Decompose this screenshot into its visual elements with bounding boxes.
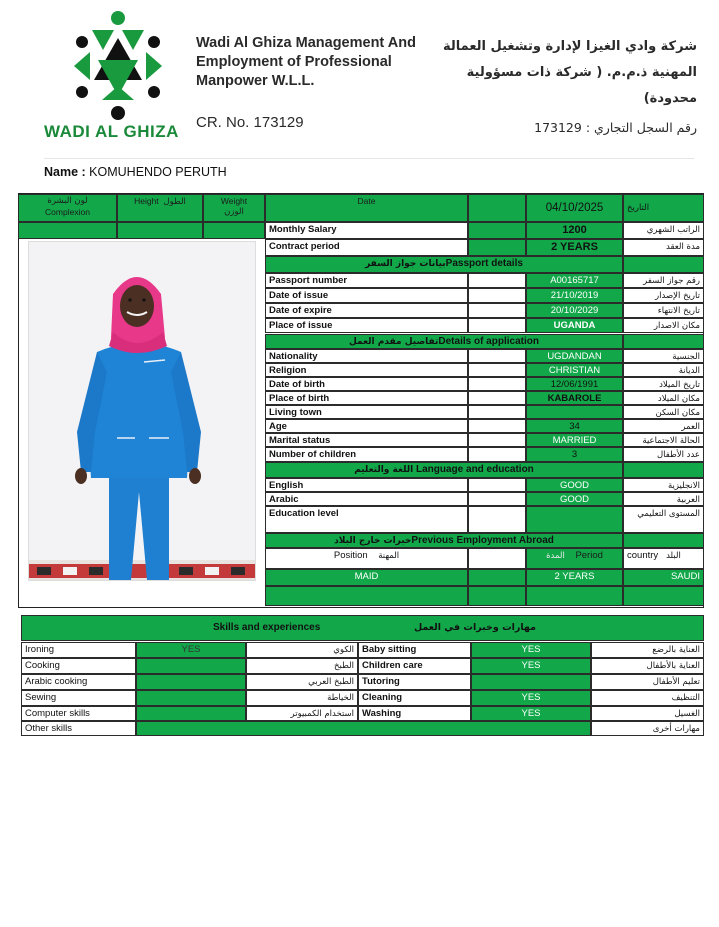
issue-place-ar: مكان الاصدار bbox=[623, 318, 704, 333]
date-value: 04/10/2025 bbox=[526, 194, 623, 222]
birth-place-spacer bbox=[468, 391, 526, 405]
skill-cooking-label: Cooking bbox=[21, 658, 136, 674]
birth-date-label: Date of birth bbox=[265, 377, 468, 391]
rug-pattern bbox=[29, 564, 256, 578]
complexion-en: Complexion bbox=[45, 207, 90, 217]
living-town-spacer bbox=[468, 405, 526, 419]
children-ar: عدد الأطفال bbox=[623, 447, 704, 462]
previous-section-header bbox=[265, 533, 623, 548]
issue-place-spacer bbox=[468, 318, 526, 333]
birth-place-ar: مكان الميلاد bbox=[623, 391, 704, 405]
arabic-spacer bbox=[468, 492, 526, 506]
children-label: Number of children bbox=[265, 447, 468, 462]
skill-children-care-value: YES bbox=[471, 658, 591, 674]
passport-number-label: Passport number bbox=[265, 273, 468, 288]
country-ar: البلد bbox=[666, 551, 681, 561]
birth-date-ar: تاريخ الميلاد bbox=[623, 377, 704, 391]
skill-baby-sitting-value: YES bbox=[471, 642, 591, 658]
english-value: GOOD bbox=[526, 478, 623, 492]
nationality-spacer bbox=[468, 349, 526, 363]
birth-date-spacer bbox=[468, 377, 526, 391]
position-label: Position bbox=[333, 550, 368, 561]
other-skills-ar: مهارات أخرى bbox=[591, 721, 704, 736]
application-section-header bbox=[265, 334, 623, 349]
issue-date-ar: تاريخ الإصدار bbox=[623, 288, 704, 303]
nationality-label: Nationality bbox=[265, 349, 468, 363]
arabic-value: GOOD bbox=[526, 492, 623, 506]
religion-label: Religion bbox=[265, 363, 468, 377]
children-spacer bbox=[468, 447, 526, 462]
skill-arabic-cooking-label: Arabic cooking bbox=[21, 674, 136, 690]
expire-date-ar: تاريخ الانتهاء bbox=[623, 303, 704, 318]
skill-ironing-value: YES bbox=[136, 642, 246, 658]
issue-place-value: UGANDA bbox=[526, 318, 623, 333]
expire-date-label: Date of expire bbox=[265, 303, 468, 318]
skill-cleaning-ar: التنظيف bbox=[591, 690, 704, 706]
skill-sewing-ar: الخياطة bbox=[246, 690, 358, 706]
arabic-label: Arabic bbox=[265, 492, 468, 506]
skill-sewing-label: Sewing bbox=[21, 690, 136, 706]
age-value: 34 bbox=[526, 419, 623, 433]
marital-status-ar: الحالة الاجتماعية bbox=[623, 433, 704, 447]
religion-spacer bbox=[468, 363, 526, 377]
age-label: Age bbox=[265, 419, 468, 433]
period-value: 2 YEARS bbox=[526, 569, 623, 586]
issue-date-spacer bbox=[468, 288, 526, 303]
birth-place-value: KABAROLE bbox=[526, 391, 623, 405]
english-label: English bbox=[265, 478, 468, 492]
previous-section-end bbox=[623, 533, 704, 548]
company-logo-icon bbox=[68, 8, 168, 124]
weight-ar: الوزن bbox=[224, 207, 244, 217]
position-header bbox=[265, 548, 468, 569]
skill-computer-value bbox=[136, 706, 246, 721]
previous-empty-2 bbox=[468, 586, 526, 606]
issue-date-label: Date of issue bbox=[265, 288, 468, 303]
issue-date-value: 21/10/2019 bbox=[526, 288, 623, 303]
contract-ar: مدة العقد bbox=[623, 239, 704, 256]
marital-status-value: MARRIED bbox=[526, 433, 623, 447]
contract-label: Contract period bbox=[265, 239, 468, 256]
name-value: KOMUHENDO PERUTH bbox=[89, 165, 227, 179]
complexion-header bbox=[18, 194, 117, 222]
education-ar: المستوى التعليمي bbox=[623, 506, 704, 533]
complexion-value bbox=[18, 222, 117, 239]
english-ar: الانجليزية bbox=[623, 478, 704, 492]
birth-date-value: 12/06/1991 bbox=[526, 377, 623, 391]
children-value: 3 bbox=[526, 447, 623, 462]
salary-value: 1200 bbox=[526, 222, 623, 239]
weight-en: Weight bbox=[220, 196, 248, 206]
skill-washing-ar: الغسيل bbox=[591, 706, 704, 721]
language-section-ar: اللغة والتعليم bbox=[354, 465, 414, 475]
previous-empty-3 bbox=[526, 586, 623, 606]
skill-sewing-value bbox=[136, 690, 246, 706]
previous-empty-4 bbox=[623, 586, 704, 606]
skill-children-care-ar: العناية بالأطفال bbox=[591, 658, 704, 674]
country-value: SAUDI bbox=[623, 569, 704, 586]
birth-place-label: Place of birth bbox=[265, 391, 468, 405]
other-skills-value bbox=[136, 721, 591, 736]
country-header bbox=[623, 548, 704, 569]
position-value: MAID bbox=[265, 569, 468, 586]
contract-value: 2 YEARS bbox=[526, 239, 623, 256]
skill-washing-label: Washing bbox=[358, 706, 471, 721]
skill-tutoring-ar: تعليم الأطفال bbox=[591, 674, 704, 690]
skill-cleaning-label: Cleaning bbox=[358, 690, 471, 706]
previous-spacer bbox=[468, 548, 526, 569]
age-ar: العمر bbox=[623, 419, 704, 433]
cr-number-ar: رقم السجل التجاري : 173129 bbox=[534, 120, 697, 135]
passport-section-en: Passport details bbox=[445, 258, 523, 269]
height-header bbox=[117, 194, 203, 222]
religion-ar: الديانة bbox=[623, 363, 704, 377]
previous-empty-1 bbox=[265, 586, 468, 606]
skill-cooking-ar: الطبخ bbox=[246, 658, 358, 674]
passport-section-ar: بيانات جواز السفر bbox=[365, 259, 446, 269]
language-section-header bbox=[265, 462, 623, 478]
passport-section-header bbox=[265, 256, 623, 273]
skills-header bbox=[21, 615, 704, 641]
salary-ar: الراتب الشهري bbox=[623, 222, 704, 239]
date-spacer bbox=[468, 194, 526, 222]
marital-status-label: Marital status bbox=[265, 433, 468, 447]
salary-label: Monthly Salary bbox=[265, 222, 468, 239]
passport-number-value: A00165717 bbox=[526, 273, 623, 288]
skill-computer-label: Computer skills bbox=[21, 706, 136, 721]
other-skills-label: Other skills bbox=[21, 721, 136, 736]
height-ar: الطول bbox=[163, 197, 186, 207]
living-town-value bbox=[526, 405, 623, 419]
previous-value-spacer bbox=[468, 569, 526, 586]
skill-arabic-cooking-value bbox=[136, 674, 246, 690]
name-label: Name : bbox=[44, 165, 86, 179]
nationality-value: UGDANDAN bbox=[526, 349, 623, 363]
weight-header bbox=[203, 194, 265, 222]
nationality-ar: الجنسية bbox=[623, 349, 704, 363]
complexion-ar: لون البشرة bbox=[47, 196, 88, 206]
period-header bbox=[526, 548, 623, 569]
logo-wordmark: WADI AL GHIZA bbox=[44, 122, 179, 141]
company-name-en: Wadi Al Ghiza Management And Employment of Professional Manpower W.L.L. bbox=[196, 35, 416, 89]
language-section-end bbox=[623, 462, 704, 478]
contract-spacer bbox=[468, 239, 526, 256]
religion-value: CHRISTIAN bbox=[526, 363, 623, 377]
arabic-ar: العربية bbox=[623, 492, 704, 506]
letterhead bbox=[0, 0, 719, 160]
age-spacer bbox=[468, 419, 526, 433]
issue-place-label: Place of issue bbox=[265, 318, 468, 333]
skill-cleaning-value: YES bbox=[471, 690, 591, 706]
header-divider bbox=[44, 158, 694, 159]
date-ar: التاريخ bbox=[623, 194, 704, 222]
applicant-name bbox=[44, 165, 227, 179]
skill-baby-sitting-label: Baby sitting bbox=[358, 642, 471, 658]
period-ar: المدة bbox=[546, 551, 565, 561]
period-label: Period bbox=[575, 550, 603, 561]
skill-baby-sitting-ar: العناية بالرضع bbox=[591, 642, 704, 658]
application-section-ar: تفاصيل مقدم العمل bbox=[349, 337, 439, 347]
cr-number-en: CR. No. 173129 bbox=[196, 114, 304, 131]
passport-number-ar: رقم جواز السفر bbox=[623, 273, 704, 288]
height-en: Height bbox=[134, 196, 159, 206]
expire-date-value: 20/10/2029 bbox=[526, 303, 623, 318]
country-label: country bbox=[627, 550, 659, 561]
language-section-en: Language and education bbox=[416, 464, 534, 475]
company-name-ar: شركة وادي الغيزا لإدارة وتشغيل العمالة المهنية ذ.م.م. ( شركة ذات مسؤولية محدودة) bbox=[442, 39, 697, 106]
living-town-label: Living town bbox=[265, 405, 468, 419]
position-ar: المهنة bbox=[378, 551, 400, 561]
height-value bbox=[117, 222, 203, 239]
skill-cooking-value bbox=[136, 658, 246, 674]
skills-title-ar: مهارات وخبرات في العمل bbox=[413, 622, 537, 633]
application-section-end bbox=[623, 334, 704, 349]
skill-ironing-label: Ironing bbox=[21, 642, 136, 658]
skill-computer-ar: استخدام الكمبيوتر bbox=[246, 706, 358, 721]
previous-section-en: Previous Employment Abroad bbox=[411, 535, 554, 546]
education-spacer bbox=[468, 506, 526, 533]
date-header: Date bbox=[265, 194, 468, 222]
skill-tutoring-label: Tutoring bbox=[358, 674, 471, 690]
passport-section-end bbox=[623, 256, 704, 273]
passport-spacer bbox=[468, 273, 526, 288]
skill-ironing-ar: الكوي bbox=[246, 642, 358, 658]
previous-section-ar: خبرات خارج البلاد bbox=[334, 536, 412, 546]
skill-washing-value: YES bbox=[471, 706, 591, 721]
expire-date-spacer bbox=[468, 303, 526, 318]
weight-value bbox=[203, 222, 265, 239]
applicant-photo bbox=[28, 241, 256, 581]
english-spacer bbox=[468, 478, 526, 492]
marital-status-spacer bbox=[468, 433, 526, 447]
living-town-ar: مكان السكن bbox=[623, 405, 704, 419]
skill-tutoring-value bbox=[471, 674, 591, 690]
education-label: Education level bbox=[265, 506, 468, 533]
applicant-figure-icon bbox=[29, 242, 256, 581]
application-section-en: Details of application bbox=[438, 336, 539, 347]
education-value bbox=[526, 506, 623, 533]
skill-arabic-cooking-ar: الطبخ العربي bbox=[246, 674, 358, 690]
salary-spacer bbox=[468, 222, 526, 239]
skills-title: Skills and experiences bbox=[213, 622, 321, 633]
skill-children-care-label: Children care bbox=[358, 658, 471, 674]
